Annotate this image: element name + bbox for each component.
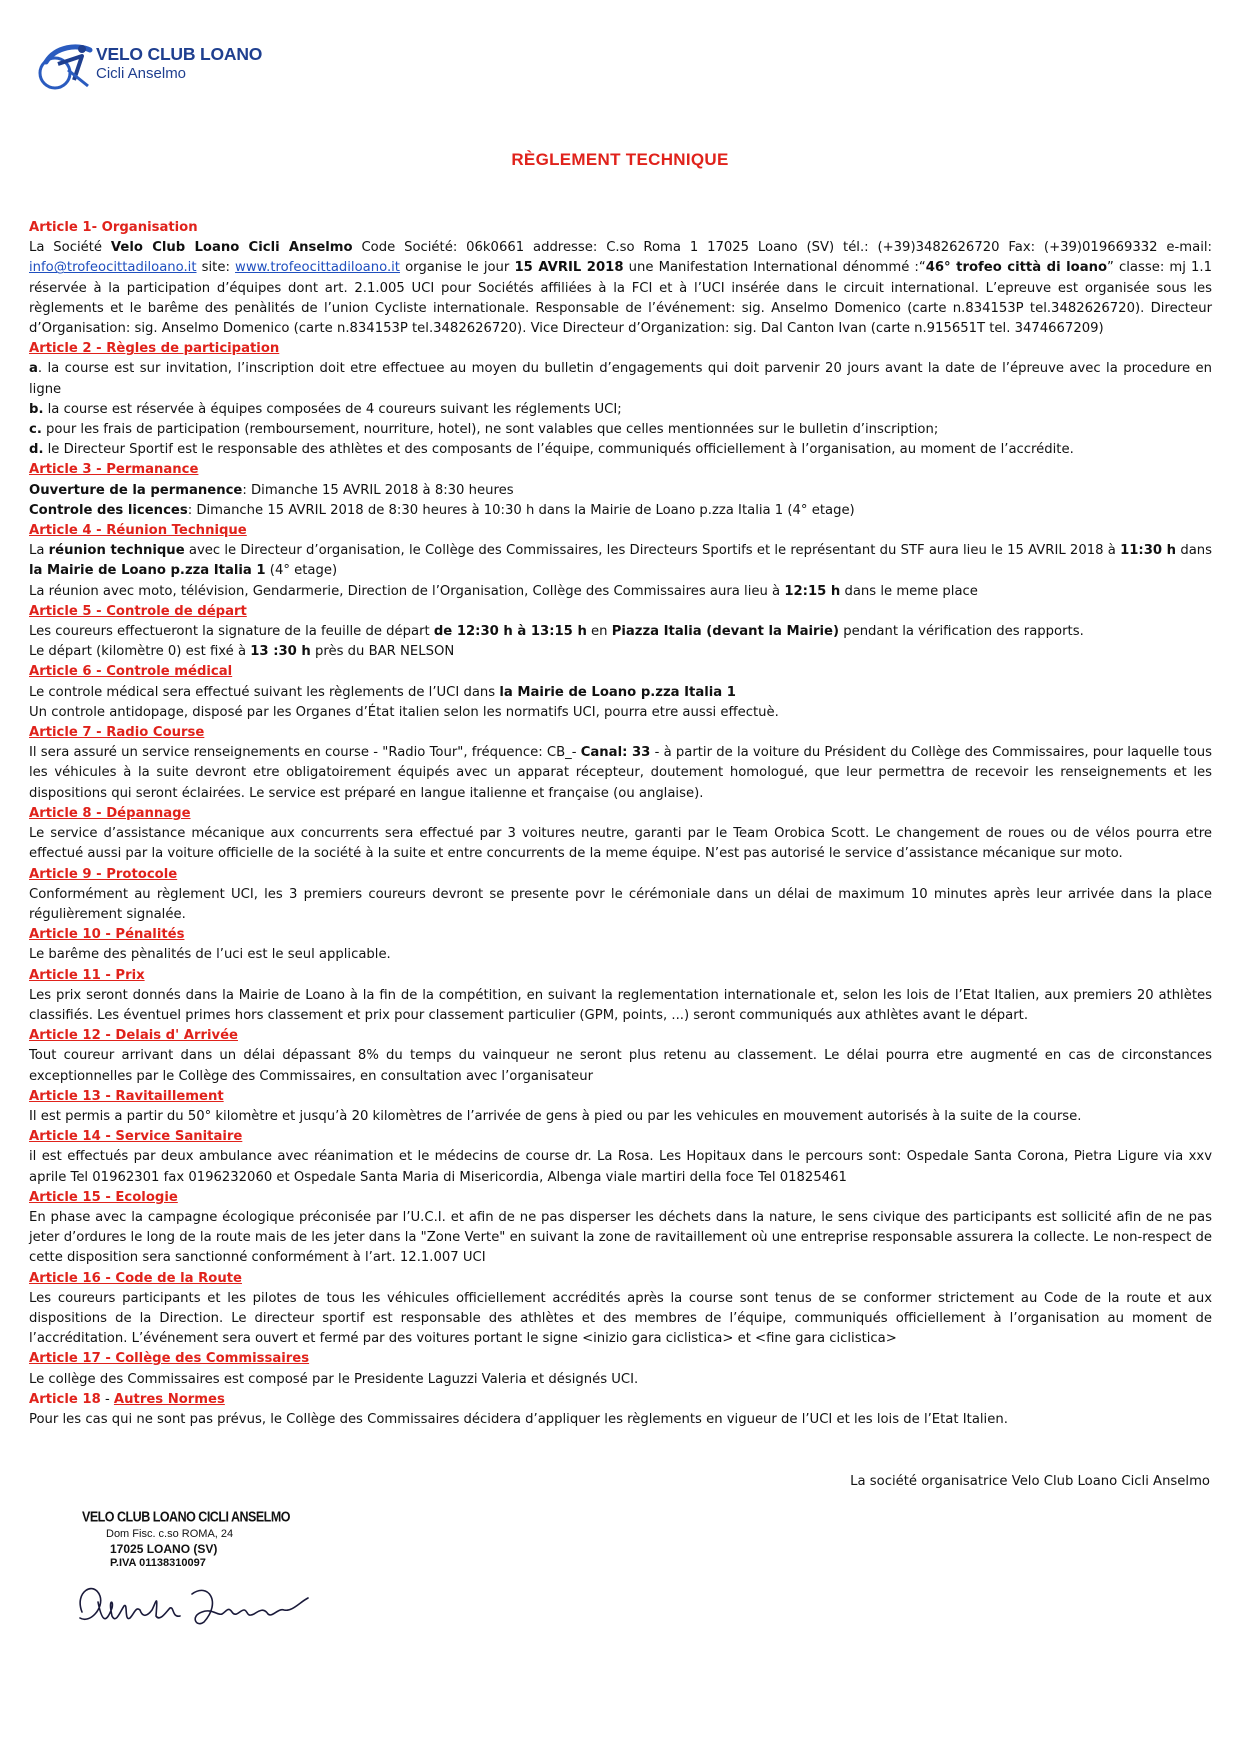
article-18-text: Pour les cas qui ne sont pas prévus, le Collège des Commissaires décidera d’appliquer les règlements en vigueur de l’UCI et les lois de l’Etat Italien. xyxy=(29,1411,1008,1427)
article-18-number: Article 18 xyxy=(29,1391,101,1407)
article-18-title xyxy=(29,1390,1212,1410)
article-3-line-1: Ouverture de la permanence: Dimanche 15 AVRIL 2018 à 8:30 heures xyxy=(29,482,514,498)
article-16-text: Les coureurs participants et les pilotes de tous les véhicules officiellement accrédités après la course sont tenus de se conformer strictement au Code de la route et aux dispositions de la Direction. Le directeur sportif est responsable des athlètes et des membres de l’équipe, communiqués officiellement à l’organisation au moment de l’accréditation. L’événement sera ouvert et fermé par des voitures portant le signe <inizio gara ciclistica> et <fine gara ciclistica> xyxy=(29,1290,1212,1347)
article-13-text: Il est permis a partir du 50° kilomètre et jusqu’à 20 kilomètres de l’arrivée de gens à pied ou par les vehicules en mouvement autorisés à la suite de la course. xyxy=(29,1108,1082,1124)
logo-club-name: VELO CLUB LOANO xyxy=(96,44,263,64)
stamp-line-4: P.IVA 01138310097 xyxy=(110,1557,206,1569)
article-3-title: Article 3 - Permanance xyxy=(29,462,199,478)
article-17-title: Article 17 - Collège des Commissaires xyxy=(29,1351,310,1367)
article-18-separator: - xyxy=(100,1391,114,1407)
article-6-title: Article 6 - Controle médical xyxy=(29,664,233,680)
article-8-title: Article 8 - Dépannage xyxy=(29,805,191,821)
article-13-title: Article 13 - Ravitaillement xyxy=(29,1088,224,1104)
article-11-text: Les prix seront donnés dans la Mairie de Loano à la fin de la compétition, en suivant la reglementation internationale et, selon les lois de l’Etat Italien, aux premiers 20 athlètes classifiés. Les éventuel primes hors classement et prix pour classement particulier (GPM, points, ...) seront communiqués aux athlètes avant le départ. xyxy=(29,987,1212,1023)
article-15-text: En phase avec la campagne écologique préconisée par l’U.C.I. et afin de ne pas disperser les déchets dans la nature, le sens civique des participants est sollicité afin de ne pas jeter d’ordures le long de la route mais de les jeter dans la "Zone Verte" en suivant la zone de ravitaillement où une entreprise responsable assurera la collecte. Le non-respect de cette disposition sera sanctionné conformément à l’art. 12.1.007 UCI xyxy=(29,1209,1212,1266)
company-stamp xyxy=(78,1510,308,1569)
handwritten-signature-icon xyxy=(72,1572,312,1642)
stamp-line-2: Dom Fisc. c.so ROMA, 24 xyxy=(106,1528,234,1540)
article-6-text: Le controle médical sera effectué suivant les règlements de l’UCI dans la Mairie de Loano p.zza Italia 1 xyxy=(29,684,736,700)
article-14-title: Article 14 - Service Sanitaire xyxy=(29,1129,243,1145)
cyclist-logo-icon xyxy=(38,40,94,92)
article-5-text-2: Le départ (kilomètre 0) est fixé à 13 :30 h près du BAR NELSON xyxy=(29,644,455,660)
article-12-text: Tout coureur arrivant dans un délai dépassant 8% du temps du vainqueur ne seront plus retenu au classement. Le délai pourra etre augmenté en cas de circonstances exceptionnelles par le Collège des Commissaires, en consultation avec l’organisateur xyxy=(29,1048,1212,1084)
article-12-title: Article 12 - Delais d' Arrivée xyxy=(29,1028,238,1044)
article-16-title: Article 16 - Code de la Route xyxy=(29,1270,242,1286)
website-link[interactable]: www.trofeocittadiloano.it xyxy=(235,260,400,276)
article-9-title: Article 9 - Protocole xyxy=(29,866,178,882)
article-7-text: Il sera assuré un service renseignements en course - "Radio Tour", fréquence: CB_- Canal: 33 - à partir de la voiture du Président du Collège des Commissaires, pour laquelle tous les véhicules à la suite devront etre obligatoirement équipés avec un apparat récepteur, doutement homologué, que leur permettra de recevoir les renseignements et les dispositions qui seront éclairées. Le service est préparé en langue italienne et française (ou anglaise). xyxy=(29,745,1212,801)
document-body xyxy=(29,218,1212,1430)
article-18-name: Autres Normes xyxy=(113,1391,225,1407)
article-14-text: il est effectués par deux ambulance avec réanimation et le médecins de course dr. La Rosa. Les Hopitaux dans le percours sont: Ospedale Santa Corona, Pietra Ligure via xxv aprile Tel 01962301 fax 0196232060 et Ospedale Santa Maria di Misericordia, Albenga viale martiri della foce Tel 01825461 xyxy=(29,1149,1212,1185)
article-4-text-2: La réunion avec moto, télévision, Gendarmerie, Direction de l’Organisation, Collège des Commissaires aura lieu à 12:15 h dans le meme place xyxy=(29,583,978,599)
article-5-text: Les coureurs effectueront la signature de la feuille de départ de 12:30 h à 13:15 h en Piazza Italia (devant la Mairie) pendant la vérification des rapports. xyxy=(29,624,1084,640)
article-2-title: Article 2 - Règles de participation xyxy=(29,341,280,357)
stamp-line-3: 17025 LOANO (SV) xyxy=(110,1542,218,1556)
article-4-text: La réunion technique avec le Directeur d’organisation, le Collège des Commissaires, les Directeurs Sportifs et le représentant du STF aura lieu le 15 AVRIL 2018 à 11:30 h dans la Mairie de Loano p.zza Italia 1 (4° etage) xyxy=(29,543,1212,579)
article-11-title: Article 11 - Prix xyxy=(29,967,145,983)
article-8-text: Le service d’assistance mécanique aux concurrents sera effectué par 3 voitures neutre, garanti par le Team Orobica Scott. Le changement de roues ou de vélos pourra etre effectué aussi par la voiture officielle de la société à la suite et entre concurrents de la meme équipe. N’est pas autorisé le service d’assistance mécanique sur moto. xyxy=(29,826,1212,862)
article-2-item-a: a. la course est sur invitation, l’inscription doit etre effectuee au moyen du bulletin d’engagements qui doit parvenir 20 jours avant la date de l’épreuve avec la procedure en ligne xyxy=(29,361,1212,397)
document-title: RÈGLEMENT TECHNIQUE xyxy=(511,150,729,169)
article-7-title: Article 7 - Radio Course xyxy=(29,725,205,741)
article-2-item-c: c. pour les frais de participation (remboursement, nourriture, hotel), ne sont valables que celles mentionnées sur le bulletin d’inscription; xyxy=(29,422,939,438)
closing-organizer-line: La société organisatrice Velo Club Loano Cicli Anselmo xyxy=(850,1474,1210,1489)
article-1-title: Article 1- Organisation xyxy=(29,220,198,235)
article-5-title: Article 5 - Controle de départ xyxy=(29,603,247,619)
article-6-text-2: Un controle antidopage, disposé par les Organes d’État italien selon les normatifs UCI, pourra etre aussi effectuè. xyxy=(29,704,779,720)
article-9-text: Conformément au règlement UCI, les 3 premiers coureurs devront se presente povr le cérémoniale dans un délai de maximum 10 minutes après leur arrivée dans la place régulièrement signalée. xyxy=(29,886,1212,922)
club-logo xyxy=(38,40,298,96)
article-10-text: Le barême des pènalités de l’uci est le seul applicable. xyxy=(29,947,391,963)
stamp-line-1: VELO CLUB LOANO CICLI ANSELMO xyxy=(82,1508,290,1526)
article-4-title: Article 4 - Réunion Technique xyxy=(29,523,247,539)
article-15-title: Article 15 - Ecologie xyxy=(29,1189,178,1205)
article-3-line-2: Controle des licences: Dimanche 15 AVRIL 2018 de 8:30 heures à 10:30 h dans la Mairie de Loano p.zza Italia 1 (4° etage) xyxy=(29,502,855,518)
article-2-item-b: b. la course est réservée à équipes composées de 4 coureurs suivant les réglements UCI; xyxy=(29,401,622,417)
logo-club-subtitle: Cicli Anselmo xyxy=(96,65,187,82)
email-link[interactable]: info@trofeocittadiloano.it xyxy=(29,260,197,276)
article-2-item-d: d. le Directeur Sportif est le responsable des athlètes et des composants de l’équipe, communiqués officiellement à l’organisation, au moment de l’accrédite. xyxy=(29,442,1074,458)
article-17-text: Le collège des Commissaires est composé par le Presidente Laguzzi Valeria et désignés UCI. xyxy=(29,1371,639,1387)
article-10-title: Article 10 - Pénalités xyxy=(29,927,185,943)
article-1-text: La Société Velo Club Loano Cicli Anselmo Code Société: 06k0661 addresse: C.so Roma 1 17025 Loano (SV) tél.: (+39)3482626720 Fax: (+39)019669332 e-mail: info@trofeocittadiloano.it site: www.trofeocittadiloano.it organise le jour 15 AVRIL 2018 une Manifestation International dénommé :“46° trofeo città di loano” classe: mj 1.1 réservée à la participation d’équipes dont art. 2.1.005 UCI pour Sociétés affiliées à la FCI et à l’UCI insérée dans le circuit international. L’epreuve est organisée sous les règlements et le barême des penàlités de l’union Cycliste internationale. Responsable de l’événement: sig. Anselmo Domenico (carte n.834153P tel.3482626720). Directeur d’Organisation: sig. Anselmo Domenico (carte n.834153P tel.3482626720). Vice Directeur d’Organization: sig. Dal Canton Ivan (carte n.915651T tel. 3474667209) xyxy=(29,240,1212,337)
